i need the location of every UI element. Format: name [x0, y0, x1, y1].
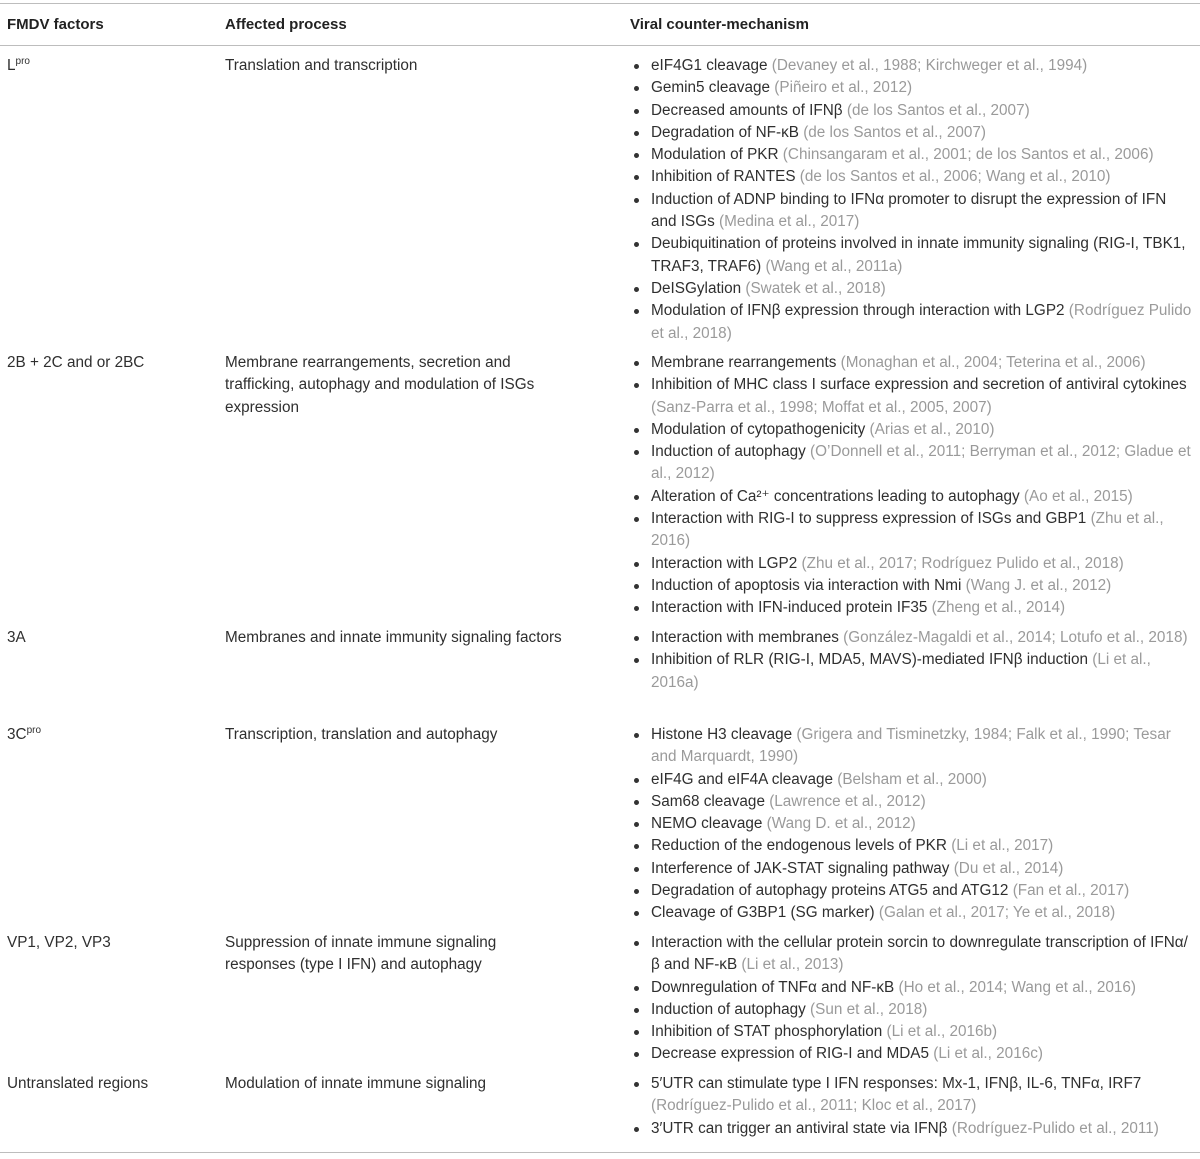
- header-affected-process: Affected process: [225, 16, 347, 33]
- mechanism-cell: [632, 1073, 1194, 1140]
- table-bottom-rule: [0, 1152, 1200, 1153]
- list-item: Modulation of cytopathogenicity (Arias et al., 2010): [632, 419, 1194, 441]
- list-item: Decrease expression of RIG-I and MDA5 (Li et al., 2016c): [632, 1043, 1194, 1065]
- mechanism-cell: [632, 352, 1194, 620]
- factor-cell: Untranslated regions: [7, 1075, 149, 1092]
- process-cell: Translation and transcription: [225, 57, 418, 74]
- process-cell: Transcription, translation and autophagy: [225, 726, 498, 743]
- list-item: Downregulation of TNFα and NF-κB (Ho et al., 2014; Wang et al., 2016): [632, 977, 1194, 999]
- list-item: Reduction of the endogenous levels of PKR (Li et al., 2017): [632, 835, 1194, 857]
- list-item: 3′UTR can trigger an antiviral state via IFNβ (Rodríguez-Pulido et al., 2011): [632, 1118, 1194, 1140]
- list-item: Induction of autophagy (Sun et al., 2018): [632, 999, 1194, 1021]
- list-item: DeISGylation (Swatek et al., 2018): [632, 278, 1194, 300]
- list-item: Alteration of Ca²⁺ concentrations leading to autophagy (Ao et al., 2015): [632, 486, 1194, 508]
- list-item: Induction of apoptosis via interaction with Nmi (Wang J. et al., 2012): [632, 575, 1194, 597]
- factor-cell: 3A: [7, 629, 26, 646]
- mechanism-cell: [632, 932, 1194, 1066]
- factor-cell: 2B + 2C and or 2BC: [7, 354, 145, 371]
- list-item: Inhibition of RANTES (de los Santos et al., 2006; Wang et al., 2010): [632, 166, 1194, 188]
- list-item: Induction of autophagy (O’Donnell et al., 2011; Berryman et al., 2012; Gladue et al., 2012): [632, 441, 1194, 486]
- list-item: Interaction with LGP2 (Zhu et al., 2017; Rodríguez Pulido et al., 2018): [632, 553, 1194, 575]
- list-item: Induction of ADNP binding to IFNα promoter to disrupt the expression of IFN and ISGs (Medina et al., 2017): [632, 189, 1194, 234]
- list-item: NEMO cleavage (Wang D. et al., 2012): [632, 813, 1194, 835]
- factor-cell: $3C^{pro}$: [7, 725, 42, 743]
- list-item: Interaction with IFN-induced protein IF35 (Zheng et al., 2014): [632, 597, 1194, 619]
- list-item: Interference of JAK-STAT signaling pathway (Du et al., 2014): [632, 858, 1194, 880]
- list-item: eIF4G and eIF4A cleavage (Belsham et al., 2000): [632, 769, 1194, 791]
- mechanism-cell: [632, 627, 1194, 694]
- list-item: Gemin5 cleavage (Piñeiro et al., 2012): [632, 77, 1194, 99]
- list-item: Membrane rearrangements (Monaghan et al., 2004; Teterina et al., 2006): [632, 352, 1194, 374]
- mechanism-cell: [632, 55, 1194, 345]
- factor-cell: VP1, VP2, VP3: [7, 934, 111, 951]
- list-item: Modulation of IFNβ expression through interaction with LGP2 (Rodríguez Pulido et al., 2018): [632, 300, 1194, 345]
- list-item: Histone H3 cleavage (Grigera and Tisminetzky, 1984; Falk et al., 1990; Tesar and Marquardt, 1990): [632, 724, 1194, 769]
- list-item: Degradation of autophagy proteins ATG5 and ATG12 (Fan et al., 2017): [632, 880, 1194, 902]
- list-item: 5′UTR can stimulate type I IFN responses: Mx-1, IFNβ, IL-6, TNFα, IRF7 (Rodríguez-Pulido et al., 2011; Kloc et al., 2017): [632, 1073, 1194, 1118]
- list-item: Interaction with the cellular protein sorcin to downregulate transcription of IFNα/β and NF-κB (Li et al., 2013): [632, 932, 1194, 977]
- list-item: Sam68 cleavage (Lawrence et al., 2012): [632, 791, 1194, 813]
- list-item: Deubiquitination of proteins involved in innate immunity signaling (RIG-I, TBK1, TRAF3, TRAF6) (Wang et al., 2011a): [632, 233, 1194, 278]
- table-header: [0, 0, 1200, 45]
- list-item: Decreased amounts of IFNβ (de los Santos et al., 2007): [632, 100, 1194, 122]
- header-rule: [0, 45, 1200, 46]
- process-cell: Modulation of innate immune signaling: [225, 1075, 487, 1092]
- list-item: Inhibition of RLR (RIG-I, MDA5, MAVS)-mediated IFNβ induction (Li et al., 2016a): [632, 649, 1194, 694]
- list-item: Interaction with RIG-I to suppress expression of ISGs and GBP1 (Zhu et al., 2016): [632, 508, 1194, 553]
- mechanism-cell: [632, 724, 1194, 925]
- list-item: Interaction with membranes (González-Magaldi et al., 2014; Lotufo et al., 2018): [632, 627, 1194, 649]
- list-item: Cleavage of G3BP1 (SG marker) (Galan et al., 2017; Ye et al., 2018): [632, 902, 1194, 924]
- list-item: eIF4G1 cleavage (Devaney et al., 1988; Kirchweger et al., 1994): [632, 55, 1194, 77]
- header-viral-counter-mechanism: Viral counter-mechanism: [630, 16, 809, 33]
- factor-cell: $L^{pro}$: [7, 56, 30, 74]
- process-cell: Membrane rearrangements, secretion and trafficking, autophagy and modulation of ISGs expression: [225, 354, 535, 416]
- process-cell: Membranes and innate immunity signaling factors: [225, 629, 562, 646]
- list-item: Inhibition of MHC class I surface expression and secretion of antiviral cytokines (Sanz-Parra et al., 1998; Moffat et al., 2005, 2007): [632, 374, 1194, 419]
- list-item: Modulation of PKR (Chinsangaram et al., 2001; de los Santos et al., 2006): [632, 144, 1194, 166]
- list-item: Inhibition of STAT phosphorylation (Li et al., 2016b): [632, 1021, 1194, 1043]
- header-fmdv-factors: FMDV factors: [7, 16, 104, 33]
- process-cell: Suppression of innate immune signaling responses (type I IFN) and autophagy: [225, 934, 497, 974]
- list-item: Degradation of NF-κB (de los Santos et al., 2007): [632, 122, 1194, 144]
